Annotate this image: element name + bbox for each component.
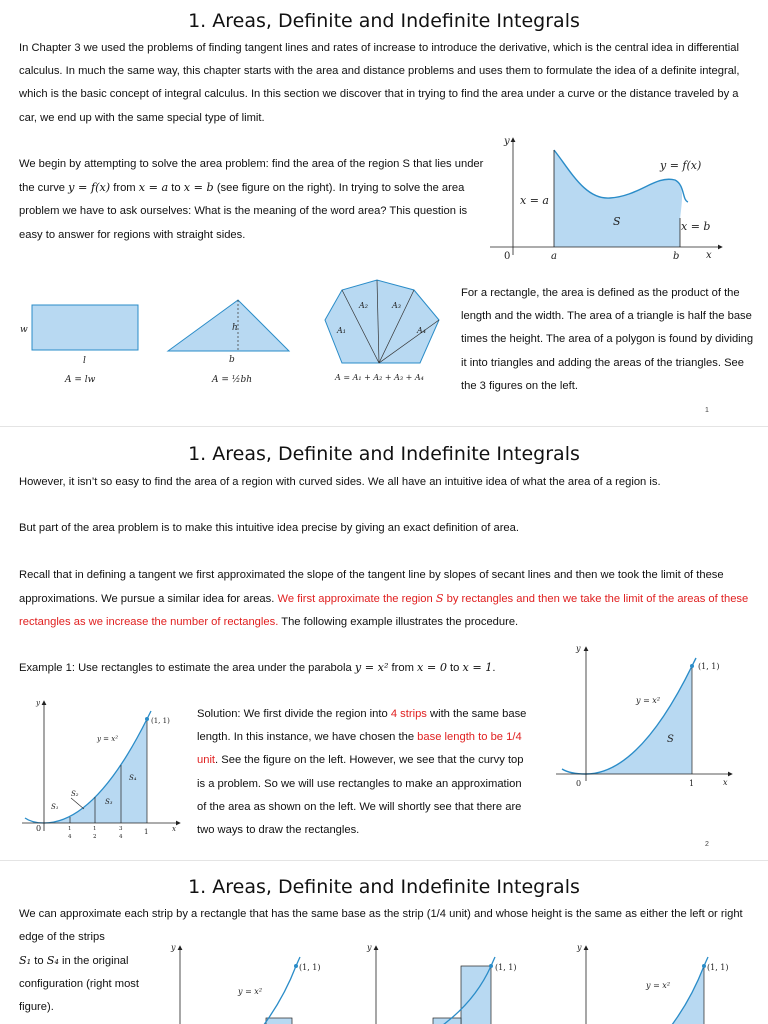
- slide2-p1: However, it isn’t so easy to find the area of a region with curved sides. We all have an intuitive idea of what the area of a region is.: [19, 476, 661, 488]
- svg-text:1: 1: [93, 826, 97, 832]
- slide2-example: Example 1: Use rectangles to estimate the area under the parabola y = x² from x = 0 to x = 1.: [19, 661, 496, 674]
- page-number-2: 2: [705, 841, 709, 848]
- region-s-parabola: [586, 666, 692, 774]
- xa-label: x = a: [520, 194, 549, 207]
- svg-text:0: 0: [576, 779, 582, 788]
- svg-text:2: 2: [93, 834, 97, 840]
- svg-text:y: y: [36, 699, 40, 707]
- svg-text:1: 1: [68, 826, 72, 832]
- svg-text:3: 3: [119, 826, 123, 832]
- svg-text:x: x: [172, 825, 176, 833]
- svg-text:y = x²: y = x²: [646, 981, 671, 990]
- rectangle-figure: [20, 300, 150, 390]
- slide1-area-problem: We begin by attempting to solve the area problem: find the area of the region S that lies under the curve y = f(x) from x = a to x = b (see figure on the right). In trying to solve the area problem we have to ask ourselves: What is the meaning of the word area? This question is easy to answer for regions with straight sides.: [19, 158, 484, 241]
- s-label: S: [613, 215, 621, 228]
- slide3-p1-line1: We can approximate each strip by a rectangle that has the same base as the strip (1/4 unit) and whose height is the same as either the left or right edge of the strips: [19, 908, 743, 944]
- svg-text:0: 0: [36, 824, 42, 833]
- svg-text:A₃: A₃: [392, 301, 401, 310]
- svg-text:S₃: S₃: [105, 798, 113, 806]
- svg-text:l: l: [83, 356, 86, 366]
- svg-text:y: y: [367, 943, 372, 952]
- origin-label: 0: [504, 251, 511, 262]
- svg-text:b: b: [229, 355, 235, 365]
- svg-text:y = x²: y = x²: [636, 696, 661, 705]
- curve-label: y = f(x): [660, 159, 702, 172]
- svg-text:4: 4: [119, 834, 123, 840]
- page-number-1: 1: [705, 407, 709, 414]
- svg-text:(1, 1): (1, 1): [495, 963, 517, 972]
- svg-text:y: y: [576, 644, 581, 653]
- slide2-title: 1. Areas, Definite and Indefinite Integrals: [188, 443, 580, 465]
- left-endpoint-figure: [168, 940, 328, 1024]
- svg-text:A = lw: A = lw: [65, 375, 96, 385]
- svg-text:A₁: A₁: [337, 326, 346, 335]
- slide1-intro: In Chapter 3 we used the problems of finding tangent lines and rates of increase to introduce the derivative, which is the central idea in differential calculus. In much the same way, this chapter starts with the area and distance problems and uses them to formulate the idea of a definite integral, which is the basic concept of integral calculus. In this section we discover that in trying to find the area under a curve or the distance traveled by a car, we end up with the same special type of limit.: [19, 42, 740, 124]
- right-endpoint-figure: [366, 940, 536, 1024]
- svg-text:S: S: [667, 734, 674, 745]
- svg-text:S₄: S₄: [129, 774, 137, 782]
- y-axis-label: y: [504, 136, 510, 147]
- a-label: a: [551, 251, 557, 262]
- svg-text:y: y: [171, 943, 176, 952]
- svg-text:S₁: S₁: [51, 803, 59, 811]
- slide3-title: 1. Areas, Definite and Indefinite Integrals: [188, 876, 580, 898]
- slide1-shapes-text: For a rectangle, the area is defined as the product of the length and the width. The area of a triangle is half the base times the height. The area of a polygon is found by dividing it into triangles and adding the areas of the triangles. See the 3 figures on the left.: [461, 287, 754, 392]
- svg-text:y: y: [577, 943, 582, 952]
- svg-text:(1, 1): (1, 1): [151, 717, 170, 725]
- svg-text:y = x²: y = x²: [97, 735, 119, 743]
- svg-text:A₄: A₄: [417, 326, 426, 335]
- svg-text:A = A₁ + A₂ + A₃ + A₄: A = A₁ + A₂ + A₃ + A₄: [335, 373, 424, 382]
- svg-text:(1, 1): (1, 1): [299, 963, 321, 972]
- slide-divider-1: [0, 426, 768, 427]
- slide3-p1-continued: S₁ to S₄ in the original configuration (right most figure).: [19, 954, 140, 1014]
- svg-text:w: w: [20, 325, 28, 335]
- svg-text:y = x²: y = x²: [238, 987, 263, 996]
- xb-label: x = b: [681, 220, 711, 233]
- strips-figure: [22, 697, 192, 847]
- original-strips-figure: [572, 940, 752, 1024]
- slide2-p2: But part of the area problem is to make this intuitive idea precise by giving an exact definition of area.: [19, 522, 519, 534]
- x-axis-label: x: [706, 250, 712, 261]
- svg-text:S₂: S₂: [71, 790, 79, 798]
- polygon-figure: [322, 278, 442, 390]
- slide2-p3: Recall that in defining a tangent we first approximated the slope of the tangent line by slopes of secant lines and then we took the limit of these approximations. We pursue a similar idea for areas. We first approximate the region S by rectangles and then we take the limit of the areas of these rectangles as we increase the number of rectangles. The following example illustrates the procedure.: [19, 569, 749, 629]
- svg-text:1: 1: [144, 828, 149, 836]
- area-under-curve-figure: [490, 130, 730, 265]
- parabola-region-figure: [556, 643, 736, 793]
- svg-text:(1, 1): (1, 1): [707, 963, 729, 972]
- slide1-title: 1. Areas, Definite and Indefinite Integrals: [188, 10, 580, 32]
- svg-text:x: x: [723, 778, 728, 787]
- slide-divider-2: [0, 860, 768, 861]
- svg-text:A = ½bh: A = ½bh: [212, 375, 253, 385]
- svg-text:4: 4: [68, 834, 72, 840]
- svg-text:1: 1: [689, 779, 695, 788]
- triangle-figure: [165, 295, 295, 390]
- svg-text:A₂: A₂: [359, 301, 368, 310]
- svg-text:h: h: [232, 323, 238, 333]
- b-label: b: [673, 251, 680, 262]
- slide2-solution: Solution: We first divide the region into 4 strips with the same base length. In this instance, we have chosen the base length to be 1/4 unit. See the figure on the left. However, we see that the curvy top is a problem. So we will use rectangles to make an approximation of the area as shown on the left. We will shortly see that there are two ways to draw the rectangles.: [197, 708, 527, 837]
- svg-text:(1, 1): (1, 1): [698, 662, 720, 671]
